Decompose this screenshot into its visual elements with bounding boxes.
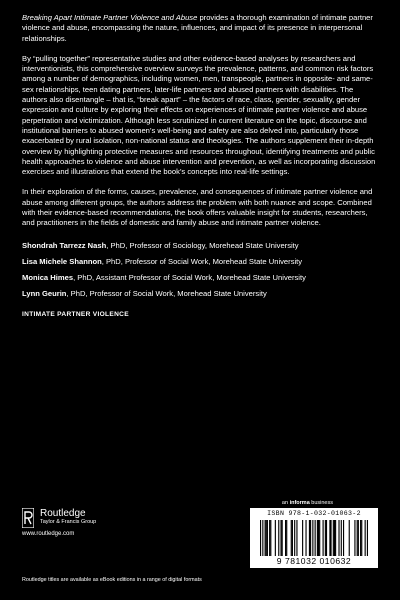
isbn-label: ISBN 978-1-032-01063-2 (267, 510, 361, 517)
barcode-bar (358, 520, 359, 556)
barcode-bar (367, 520, 368, 556)
barcode-bar (323, 520, 324, 556)
barcode-bar (294, 520, 295, 556)
barcode-bar (329, 520, 330, 556)
barcode-bar (330, 520, 331, 556)
barcode-bar (360, 520, 361, 556)
barcode-bar (282, 520, 283, 556)
barcode-digits: 9 781032 010632 (276, 556, 352, 566)
barcode-bar (318, 520, 319, 556)
barcode-bar (266, 520, 267, 556)
barcode-bar (265, 520, 266, 556)
author-entry (22, 241, 378, 251)
barcode-bar (285, 520, 286, 556)
publisher-name: Routledge (40, 508, 86, 519)
barcode-bar (325, 520, 326, 556)
barcode-bar (354, 520, 355, 556)
author-list (22, 241, 378, 299)
author-entry (22, 273, 378, 283)
barcode-bar (269, 520, 270, 556)
ebook-note: Routledge titles are available as eBook editions in a range of digital formats (22, 577, 202, 583)
barcode-bar (278, 520, 279, 556)
author-name: Shondrah Tarrezz Nash (22, 240, 107, 250)
barcode-bar (334, 520, 335, 556)
description-paragraph: By “pulling together” representative studies and other evidence-based analyses by researchers and interventionists, this comprehensive overview surveys the prevalence, patterns, and common risk factors among a number of demographics, including women, men, transpeople, partners in opposite- and same-sex relationships, teen dating partners, later-life partners and abused partners with disabilities. The authors also disentangle – that is, “break apart” – the factors of race, class, gender, sexuality, gender expression and culture by exploring their effects on experiences of intimate partner violence and abuse perpetration and victimization. Although less scrutinized in current literature on the topic, discourse and institutional barriers to abused women’s well-being and safety are also delved into, particularly those exacerbated by rural isolation, non-national status and theologies. The authors supplement their in-depth overview by highlighting protective measures and resources throughout, identifying treatments and public health approaches to violence and abuse intervention and prevention, as well as incorporating discussion exercises and illustrations that extend the book’s concepts into real-life settings. (22, 53, 376, 177)
barcode-bar (302, 520, 303, 556)
barcode-bar (365, 520, 366, 556)
back-cover-text (22, 13, 378, 318)
informa-prefix: an (281, 500, 290, 506)
publisher-group: Taylor & Francis Group (40, 519, 97, 525)
barcode-bar (338, 520, 339, 556)
author-name: Lisa Michele Shannon (22, 256, 102, 266)
barcode-bar (310, 520, 311, 556)
author-entry (22, 257, 378, 267)
author-name: Monica Himes (22, 272, 74, 282)
intro-paragraph (22, 13, 378, 44)
author-credentials: , PhD, Assistant Professor of Social Work, Morehead State University (73, 272, 306, 282)
barcode-bar (262, 520, 263, 556)
author-entry (22, 289, 378, 299)
intro-text: provides a thorough examination of intimate partner violence and abuse, encompassing the nature, influences, and impact of its presence in interpersonal relationships. (22, 13, 373, 43)
barcode-bar (335, 520, 336, 556)
barcode-bar (305, 520, 306, 556)
barcode-bar (286, 520, 287, 556)
barcode-bar (333, 520, 334, 556)
barcode-bar (296, 520, 297, 556)
barcode-bar (280, 520, 281, 556)
footer (22, 500, 378, 588)
informa-suffix: business (309, 500, 333, 506)
author-credentials: , PhD, Professor of Social Work, Morehead State University (101, 256, 303, 266)
barcode-bar (275, 520, 276, 556)
barcode-bar (291, 520, 292, 556)
barcode-bar (326, 520, 327, 556)
book-title: Breaking Apart Intimate Partner Violence and Abuse (22, 13, 198, 22)
barcode-bar (267, 520, 268, 556)
barcode-bar (319, 520, 320, 556)
barcode-bar (270, 520, 271, 556)
barcode-bars (260, 520, 368, 556)
routledge-logo-icon (22, 508, 34, 528)
barcode-bar (317, 520, 318, 556)
author-credentials: , PhD, Professor of Social Work, Morehead State University (66, 288, 267, 298)
barcode-bar (361, 520, 362, 556)
informa-business-tag (282, 500, 333, 506)
publisher-url: www.routledge.com (22, 531, 75, 537)
barcode-bar (341, 520, 342, 556)
informa-brand: informa (289, 500, 310, 506)
barcode-bar (292, 520, 293, 556)
barcode-bar (312, 520, 313, 556)
barcode-bar (343, 520, 344, 556)
barcode-bar (357, 520, 358, 556)
barcode (250, 508, 378, 568)
barcode-bar (315, 520, 316, 556)
barcode-bar (349, 520, 350, 556)
barcode-bar (309, 520, 310, 556)
author-credentials: , PhD, Professor of Sociology, Morehead State University (106, 240, 299, 250)
summary-paragraph: In their exploration of the forms, causes, prevalence, and consequences of intimate partner violence and abuse among different groups, the authors address the problem with both nuance and scope. Combined with their evidence-based recommendations, the book offers valuable insight for students, researchers, and practitioners in the fields of domestic and family abuse and intimate partner violence. (22, 187, 373, 228)
barcode-bar (260, 520, 261, 556)
subject-category: INTIMATE PARTNER VIOLENCE (22, 310, 129, 318)
author-name: Lynn Geurin (22, 288, 67, 298)
